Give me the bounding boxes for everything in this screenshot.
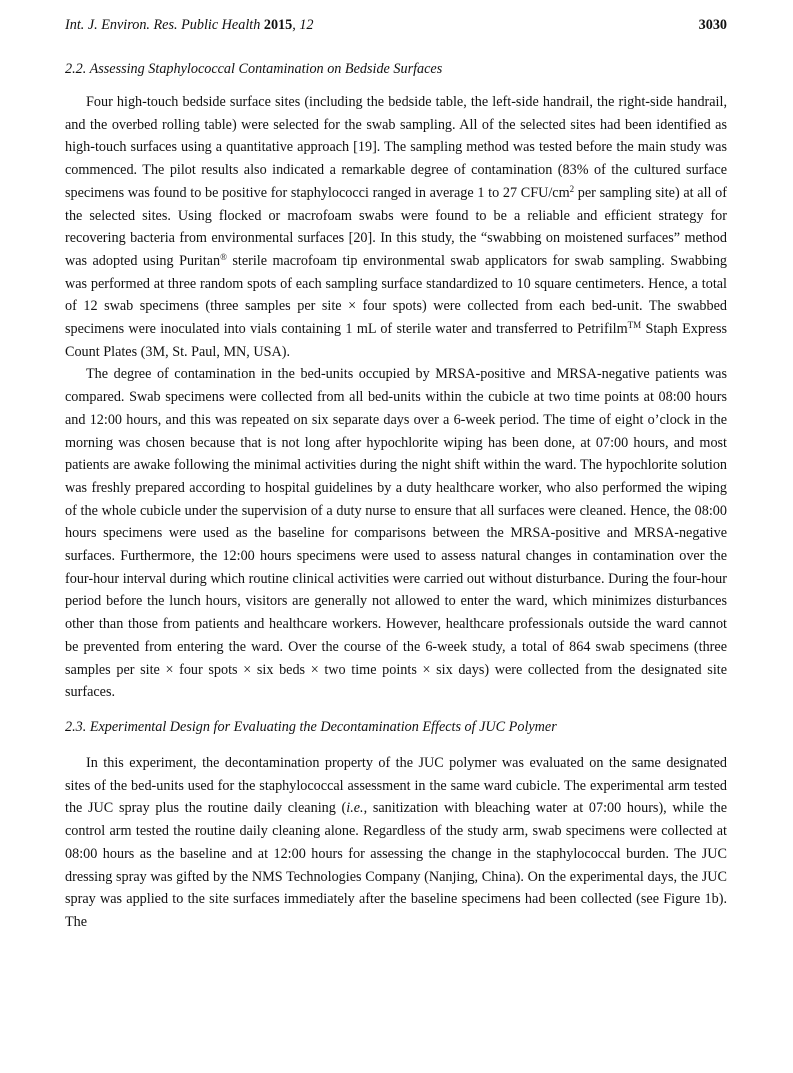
paragraph-text: , sanitization with bleaching water at 07:00 hours), while the control arm tested the routine daily cleaning alone. Regardless of the study arm, swab specimens were collected at 08:00 hours as the baseline and at 12:00 hours for assessing the change in the staphylococcal burden. The JUC dressing spray was gifted by the NMS Technologies Company (Nanjing, China). On the experimental days, the JUC spray was applied to the site surfaces immediately after the baseline specimens had been collected (see Figure 1b). The	[65, 800, 727, 930]
paragraph-text: Staph Express Count Plates (3M, St. Paul, MN, USA).	[65, 321, 727, 360]
section-heading-2-2: 2.2. Assessing Staphylococcal Contamination on Bedside Surfaces	[65, 61, 443, 77]
body-paragraph: The degree of contamination in the bed-units occupied by MRSA-positive and MRSA-negative patients was compared. Swab specimens were collected from all bed-units within the cubicle at two time points at 08:00 hours and 12:00 hours, and this was repeated on six separate days over a 6-week period. The time of eight o’clock in the morning was chosen because that is not long after hypochlorite wiping has been done, at 07:00 hours, and most patients are awake following the minimal activities during the night shift within the ward. The hypochlorite solution was freshly prepared according to hospital guidelines by a duty healthcare worker, who also performed the wiping of the whole cubicle under the supervision of a duty nurse to ensure that all surfaces were cleaned. Hence, the 08:00 hours specimens were used as the baseline for comparisons between the MRSA-positive and MRSA-negative surfaces. Furthermore, the 12:00 hours specimens were used to assess natural changes in contamination over the four-hour interval during which routine clinical activities were carried out without disturbance. During the four-hour period before the lunch hours, visitors are generally not allowed to enter the ward, which minimizes disturbances other than those from patients and healthcare workers. However, healthcare professionals outside the ward cannot be prevented from entering the ward. Over the course of the 6-week study, a total of 864 swab specimens (three samples per site × four spots × six beds × two time points × six days) were collected from the designated site surfaces.	[65, 366, 727, 701]
superscript: TM	[627, 320, 642, 331]
section-heading-2-3: 2.3. Experimental Design for Evaluating the Decontamination Effects of JUC Polymer	[65, 718, 557, 735]
running-header	[65, 16, 727, 34]
journal-year: 2015	[263, 17, 293, 33]
journal-volume: 12	[299, 17, 314, 33]
italic-abbreviation: i.e.	[346, 800, 364, 817]
paragraph-text: per sampling site) at all of the selected sites. Using flocked or macrofoam swabs were found to be a reliable and efficient strategy for recovering bacteria from environmental surfaces [20]. In this study, the “swabbing on moistened surfaces” method was adopted using Puritan	[65, 184, 727, 269]
paragraph-text: In this experiment, the decontamination property of the JUC polymer was evaluated on the same designated sites of the bed-units used for the staphylococcal assessment in the same ward cubicle. The experimental arm tested the JUC spray plus the routine daily cleaning (	[65, 754, 727, 817]
superscript: 2	[569, 183, 575, 194]
superscript: ®	[220, 251, 227, 262]
page-number: 3030	[698, 17, 727, 33]
paragraph-text: Four high-touch bedside surface sites (including the bedside table, the left-side handrail, the right-side handrail, and the overbed rolling table) were selected for the swab sampling. All of the selected sites had been identified as high-touch surfaces using a quantitative approach [19]. The sampling method was tested before the main study was commenced. The pilot results also indicated a remarkable degree of contamination (83% of the cultured surface specimens was found to be positive for staphylococci ranged in average 1 to 27 CFU/cm	[65, 94, 727, 201]
journal-citation: Int. J. Environ. Res. Public Health 2015, 12	[65, 17, 314, 33]
paragraph-text: sterile macrofoam tip environmental swab applicators for swab sampling. Swabbing was performed at three random spots of each sampling surface standardized to 10 square centimeters. Hence, a total of 12 swab specimens (three samples per site × four spots) were collected from each bed-unit. The swabbed specimens were inoculated into vials containing 1 mL of sterile water and transferred to Petrifilm	[65, 252, 728, 338]
journal-name: Int. J. Environ. Res. Public Health	[65, 17, 261, 33]
body-paragraph	[65, 752, 727, 934]
body-paragraph	[65, 91, 727, 363]
